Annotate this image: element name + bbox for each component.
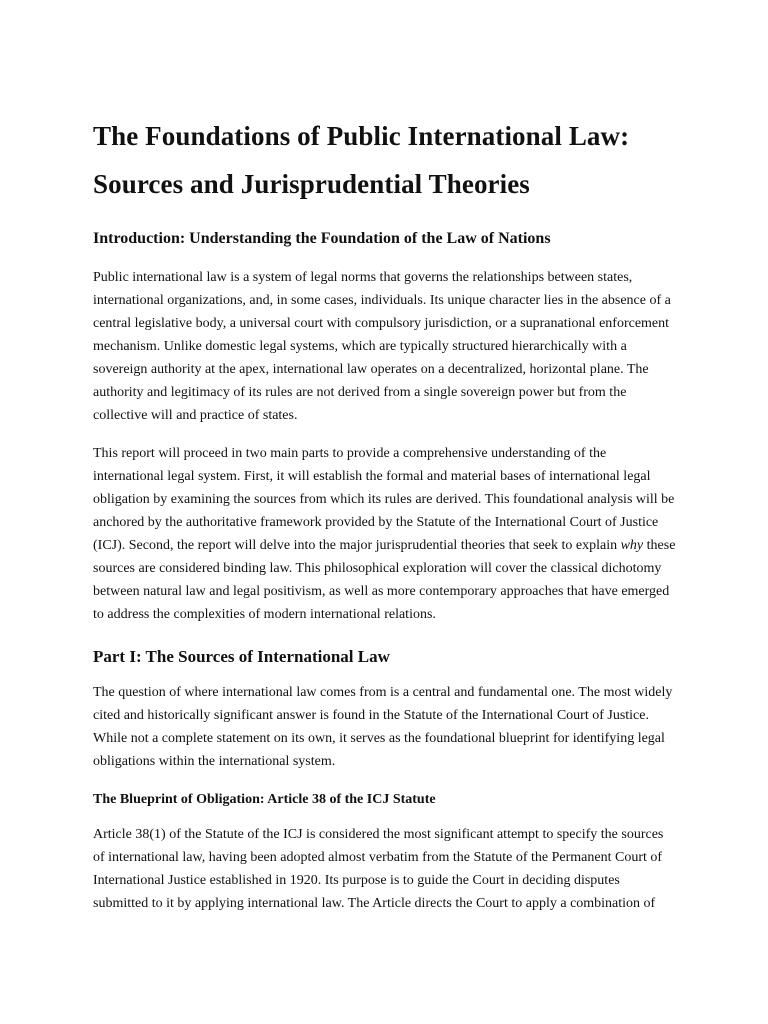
intro-heading: Introduction: Understanding the Foundation of the Law of Nations	[93, 230, 551, 247]
blueprint-heading: The Blueprint of Obligation: Article 38 of the ICJ Statute	[93, 792, 436, 807]
blueprint-paragraph: Article 38(1) of the Statute of the ICJ is considered the most significant attempt to specify the sources of international law, having been adopted almost verbatim from the Statute of the Permanent Court of International Justice established in 1920. Its purpose is to guide the Court in deciding disputes submitted to it by applying international law. The Article directs the Court to apply a combination of	[93, 827, 664, 911]
intro-paragraph-2	[93, 442, 678, 626]
part1-paragraph-1: The question of where international law comes from is a central and fundamental one. The most widely cited and historically significant answer is found in the Statute of the International Court of Justice. While not a complete statement on its own, it serves as the foundational blueprint for identifying legal obligations within the international system.	[93, 685, 673, 769]
intro-paragraph-2-emphasis: why	[620, 538, 644, 553]
part1-heading: Part I: The Sources of International Law	[93, 647, 390, 666]
document-title: The Foundations of Public International Law: Sources and Jurisprudential Theories	[93, 121, 630, 199]
document-page	[93, 112, 678, 915]
intro-paragraph-1: Public international law is a system of legal norms that governs the relationships between states, international organizations, and, in some cases, individuals. Its unique character lies in the absence of a central legislative body, a universal court with compulsory jurisdiction, or a supranational enforcement mechanism. Unlike domestic legal systems, which are typically structured hierarchically with a sovereign authority at the apex, international law operates on a decentralized, horizontal plane. The authority and legitimacy of its rules are not derived from a single sovereign power but from the collective will and practice of states.	[93, 270, 671, 423]
intro-paragraph-2-text-end: these sources are considered binding law. This philosophical exploration will cover the classical dichotomy between natural law and legal positivism, as well as more contemporary approaches that have emerged to address the complexities of modern international relations.	[93, 538, 676, 622]
intro-paragraph-2-text-start: This report will proceed in two main parts to provide a comprehensive understanding of the international legal system. First, it will establish the formal and material bases of international legal obligation by examining the sources from which its rules are derived. This foundational analysis will be anchored by the authoritative framework provided by the Statute of the International Court of Justice (ICJ). Second, the report will delve into the major jurisprudential theories that seek to explain	[93, 446, 675, 553]
